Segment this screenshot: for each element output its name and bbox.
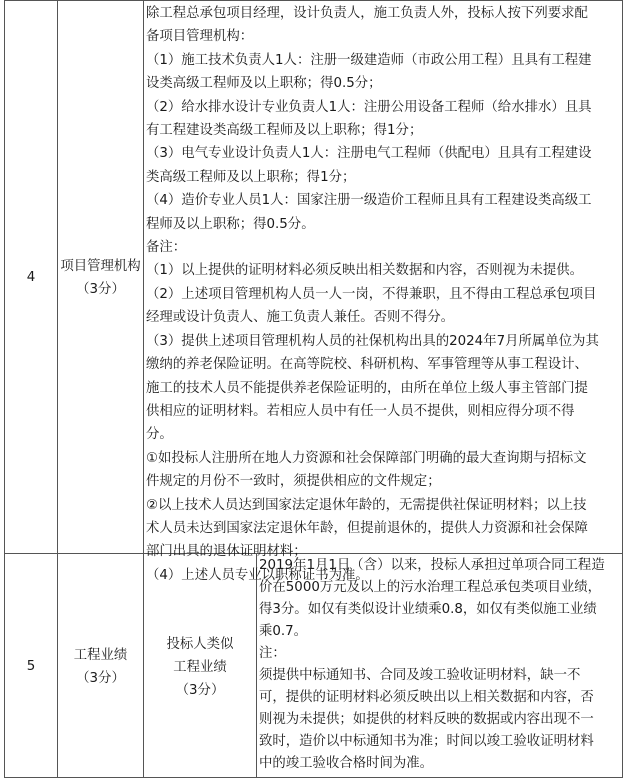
criteria-line: ②以上技术人员达到国家法定退休年龄的，无需提供社保证明材料；以上技	[146, 497, 587, 513]
criteria-line: ①如投标人注册所在地人力资源和社会保障部门明确的最大查询期与招标文	[146, 450, 587, 466]
table-border-right	[622, 0, 623, 778]
criteria-line: 缴纳的养老保险证明。在高等院校、科研机构、军事管理等从事工程设计、	[146, 357, 588, 373]
sub-item-score: （3分）	[175, 683, 225, 698]
criteria-line: 可，提供的证明材料必须反映出以上相关数据和内容，否	[259, 690, 594, 705]
criteria-line: （2）上述项目管理机构人员一人一岗，不得兼职，且不得由工程总承包项目	[146, 286, 597, 302]
table-border-bottom	[4, 777, 623, 778]
criteria-line: 须提供中标通知书、合同及竣工验收证明材料，缺一不	[259, 668, 581, 683]
item-score: （3分）	[76, 671, 125, 686]
criteria-line: 注：	[259, 646, 286, 661]
criteria-line: （3）提供上述项目管理机构人员的社保机构出具的2024年7月所属单位为其	[146, 333, 599, 349]
sub-item-name: 工程业绩	[173, 660, 227, 675]
criteria-line: （2）给水排水设计专业负责人1人：注册公用设备工程师（给水排水）且具	[146, 99, 592, 115]
criteria-line: 中的竣工验收合格时间为准。	[259, 756, 434, 771]
criteria-line: （4）造价专业人员1人：国家注册一级造价工程师且具有工程建设类高级工	[146, 193, 592, 209]
criteria-line: （1）施工技术负责人1人：注册一级建造师（市政公用工程）且具有工程建	[146, 52, 592, 68]
criteria-line: 致时，造价以中标通知书为准；时间以竣工验收证明材料	[259, 734, 594, 749]
item-name: 工程业绩	[73, 648, 128, 663]
criteria-line: 供相应的证明材料。若相应人员中有任一人员不提供，则相应得分项不得	[146, 403, 575, 419]
sub-item-cell	[144, 633, 256, 702]
column-divider-3	[256, 554, 257, 778]
criteria-line: 分。	[146, 427, 173, 443]
criteria-line: 施工的技术人员不能提供养老保险证明的，由所在单位上级人事主管部门提	[146, 380, 588, 396]
criteria-line: 类高级工程师及以上职称；得1分；	[146, 169, 356, 185]
item-name-cell	[58, 644, 143, 690]
scoring-criteria-text	[259, 555, 621, 775]
criteria-line: 除工程总承包项目经理，设计负责人，施工负责人外，投标人按下列要求配	[146, 6, 588, 21]
criteria-line: 备注：	[146, 240, 187, 256]
item-name-cell	[58, 255, 143, 301]
criteria-line: 术人员未达到国家法定退休年龄，但提前退休的，提供人力资源和社会保障	[146, 520, 588, 536]
criteria-line: （1）以上提供的证明材料必须反映出相关数据和内容，否则视为未提供。	[146, 263, 584, 279]
criteria-line: 则视为未提供；如提供的材料反映的数据或内容出现不一	[259, 712, 594, 727]
item-name: 项目管理机构	[60, 259, 141, 274]
scoring-criteria-text	[146, 2, 622, 587]
criteria-line: 得3分。如仅有类似设计业绩乘0.8，如仅有类似施工业绩	[259, 602, 597, 617]
row-number: 4	[26, 270, 36, 285]
table-border-top	[4, 0, 623, 1]
row-number: 5	[26, 659, 36, 674]
criteria-line: 部门出具的退休证明材料；	[146, 544, 307, 560]
criteria-line: 乘0.7。	[259, 624, 308, 639]
criteria-line: 有工程建设类高级工程师及以上职称；得1分；	[146, 123, 423, 139]
criteria-line: 备项目管理机构：	[146, 29, 254, 45]
sub-item-name: 投标人类似	[166, 637, 234, 652]
criteria-line: 设类高级工程师及以上职称；得0.5分；	[146, 76, 382, 92]
item-score: （3分）	[76, 282, 125, 297]
criteria-line: （4）上述人员专业以职称证书为准。	[146, 567, 369, 583]
criteria-line: 2019年1月1日（含）以来，投标人承担过单项合同工程造	[259, 558, 605, 573]
criteria-line: 程师及以上职称；得0.5分。	[146, 216, 315, 232]
criteria-line: 价在5000万元及以上的污水治理工程总承包类项目业绩，	[259, 580, 602, 595]
criteria-line: 经理或设计负责人、施工负责人兼任。否则不得分。	[146, 310, 454, 326]
criteria-line: 件规定的月份不一致时，须提供相应的文件规定；	[146, 474, 441, 490]
criteria-line: （3）电气专业设计负责人1人：注册电气工程师（供配电）且具有工程建设	[146, 146, 592, 162]
